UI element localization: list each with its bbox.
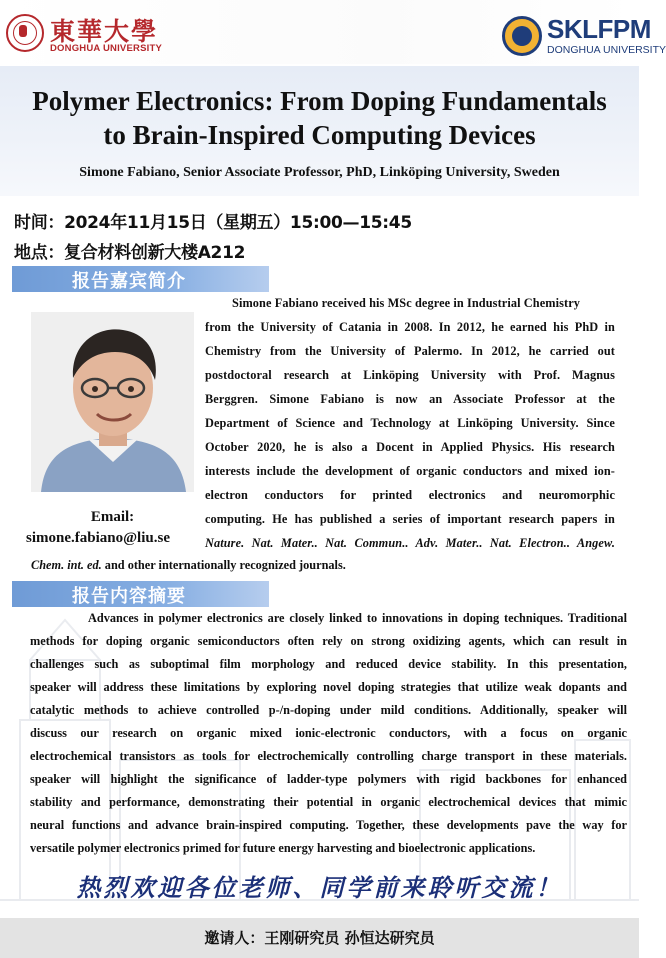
bio-line: from the University of Catania in 2008. In 2012, he earned his PhD in xyxy=(205,320,615,334)
email-label: Email: xyxy=(90,509,135,525)
talk-title-line-1: Polymer Electronics: From Doping Fundamentals xyxy=(32,86,607,116)
bio-line: Simone Fabiano received his MSc degree in Industrial Chemistry xyxy=(232,296,581,310)
abstract-line: versatile polymer electronics primed for future energy harvesting and bioelectronic applications. xyxy=(30,841,536,855)
university-name-cn: 東華大學 xyxy=(50,17,159,46)
event-time: 时间：2024年11月15日（星期五）15:00—15:45 xyxy=(14,213,412,233)
abstract-section-heading: 报告内容摘要 xyxy=(72,586,186,607)
donghua-seal-logo xyxy=(6,14,44,52)
lab-subtitle: DONGHUA UNIVERSITY xyxy=(547,44,666,56)
abstract-section-banner xyxy=(12,581,269,607)
speaker-email: simone.fabiano@liu.se xyxy=(26,530,170,546)
sklfpm-seal-logo xyxy=(502,16,542,56)
abstract-line: discuss our research on organic mixed ionic-electronic conductors, with a focus on organic xyxy=(30,726,627,740)
bio-line-last xyxy=(31,558,346,573)
abstract-line: Advances in polymer electronics are closely linked to innovations in doping techniques. Traditional xyxy=(88,611,627,625)
event-place: 地点：复合材料创新大楼A212 xyxy=(14,243,246,263)
abstract-line: speaker will address these limitations by exploring novel doping strategies that utilize weak dopants and xyxy=(30,680,627,694)
journal-name-italic: Chem. int. ed. xyxy=(31,558,102,572)
abstract-line: speaker will highlight the significance of ladder-type polymers with rigid backbones for enhanced xyxy=(30,772,627,786)
bio-line: electron conductors for printed electronics and neuromorphic xyxy=(205,488,615,502)
talk-title-line-2: to Brain-Inspired Computing Devices xyxy=(103,120,536,150)
abstract-line: neural functions and advance brain-inspired computing. Together, these developments pave the way for xyxy=(30,818,627,832)
bio-line: Department of Science and Technology at Linköping University. Since xyxy=(205,416,615,430)
bio-line-last-rest: and other internationally recognized journals. xyxy=(101,558,346,572)
inviter-line: 邀请人：王刚研究员 孙恒达研究员 xyxy=(204,929,435,947)
bio-line: Nature. Nat. Mater.. Nat. Commun.. Adv. Mater.. Nat. Electron.. Angew. xyxy=(205,536,615,550)
lab-name: SKLFPM xyxy=(547,14,651,44)
bio-section-banner xyxy=(12,266,269,292)
welcome-message: 热烈欢迎各位老师、同学前来聆听交流！ xyxy=(76,873,563,902)
bio-line: postdoctoral research at Linköping University with Prof. Magnus xyxy=(205,368,615,382)
university-name-en: DONGHUA UNIVERSITY xyxy=(50,43,162,54)
abstract-line: stability and performance, demonstrating their potential in organic electrochemical devices that mimic xyxy=(30,795,627,809)
bio-section-heading: 报告嘉宾简介 xyxy=(72,271,186,292)
bio-line: interests include the development of organic conductors and mixed ion- xyxy=(205,464,615,478)
bio-line: Chemistry from the University of Palermo. In 2012, he carried out xyxy=(205,344,615,358)
abstract-line: catalytic methods to achieve controlled p-/n-doping under mild conditions. Additionally, speaker will xyxy=(30,703,627,717)
talk-title xyxy=(0,84,639,152)
speaker-photo xyxy=(31,312,194,492)
abstract-line: electrochemical transistors as tools for electrochemically controlling charge transport in these materials. xyxy=(30,749,627,763)
speaker-line: Simone Fabiano, Senior Associate Professor, PhD, Linköping University, Sweden xyxy=(79,165,560,180)
speaker-portrait-illustration xyxy=(31,312,194,492)
abstract-line: methods for doping organic semiconductors often rely on strong oxidizing agents, which can result in xyxy=(30,634,627,648)
bio-line: October 2020, he is also a Docent in Applied Physics. His research xyxy=(205,440,615,454)
bio-line: Berggren. Simone Fabiano is now an Associate Professor at the xyxy=(205,392,615,406)
bio-line: computing. He has published a series of important research papers in xyxy=(205,512,615,526)
abstract-line: challenges such as suboptimal film morphology and reduced device stability. In this presentation, xyxy=(30,657,627,671)
